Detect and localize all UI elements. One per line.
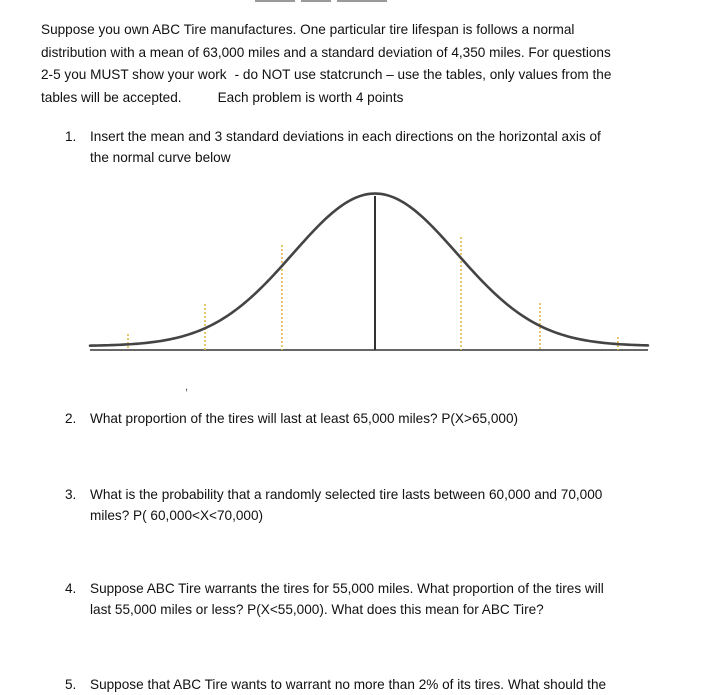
question-number: 3.	[65, 487, 77, 502]
intro-line-4	[41, 87, 691, 110]
problem-intro	[41, 19, 691, 110]
sd-marker-lines	[128, 237, 618, 350]
intro-line-2: distribution with a mean of 63,000 miles and a standard deviation of 4,350 miles. For questions	[41, 44, 611, 60]
normal-curve	[90, 194, 648, 346]
question-line: What is the probability that a randomly selected tire lasts between 60,000 and 70,000	[90, 487, 603, 502]
question-line: last 55,000 miles or less? P(X<55,000). What does this mean for ABC Tire?	[90, 602, 544, 617]
intro-line-4a: tables will be accepted.	[41, 90, 182, 106]
top-cropped-text	[255, 0, 395, 4]
question-line: Suppose that ABC Tire wants to warrant no more than 2% of its tires. What should the	[90, 677, 607, 692]
intro-line-3a: 2-5 you MUST show your work	[41, 67, 227, 83]
intro-line-1: Suppose you own ABC Tire manufactures. One particular tire lifespan is follows a normal	[41, 22, 575, 37]
intro-line-4b: Each problem is worth 4 points	[217, 90, 404, 106]
question-text	[90, 578, 685, 620]
intro-line-3b: - do NOT use statcrunch – use the tables, only values from the	[234, 67, 612, 83]
intro-line-3	[41, 64, 691, 87]
question-number: 2.	[65, 411, 77, 426]
question-line: Insert the mean and 3 standard deviations in each directions on the horizontal axis of	[90, 129, 601, 144]
question-line: Suppose ABC Tire warrants the tires for 55,000 miles. What proportion of the tires will	[90, 581, 604, 596]
question-text	[90, 674, 685, 695]
question-line: What proportion of the tires will last at least 65,000 miles? P(X>65,000)	[90, 411, 519, 426]
question-number: 1.	[65, 129, 77, 144]
question-text	[90, 484, 685, 526]
question-line: the normal curve below	[90, 150, 231, 165]
question-text	[90, 408, 685, 429]
question-line: miles? P( 60,000<X<70,000)	[90, 508, 264, 523]
question-number: 5.	[65, 677, 77, 692]
stray-mark: ,	[185, 381, 189, 393]
question-text	[90, 126, 685, 168]
question-number: 4.	[65, 581, 77, 596]
